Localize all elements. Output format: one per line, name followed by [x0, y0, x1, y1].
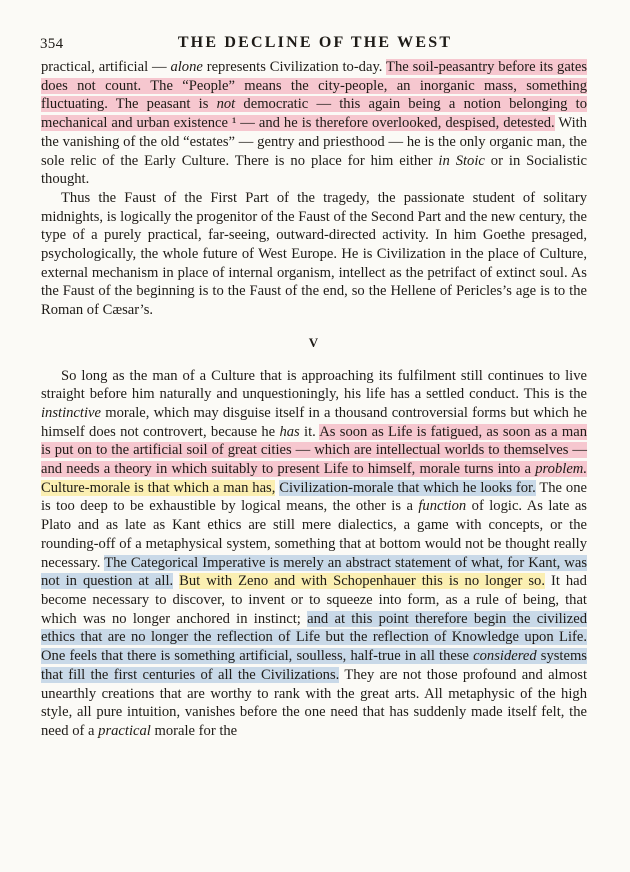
page-header	[40, 34, 590, 56]
text-run: With the vanishing of the old “estates” — gentry and priesthood — he is the only organic man, the sole relic of the Early Culture. There is no place for him either	[41, 115, 587, 169]
running-title: THE DECLINE OF THE WEST	[177, 34, 453, 51]
text-run: practical, artificial —	[41, 59, 171, 75]
italic-run: considered	[473, 648, 537, 665]
paragraph-3	[41, 367, 587, 741]
text-run: morale, which may disguise itself in a thousand controversial forms but which he himself does not controvert, because he	[41, 404, 587, 440]
highlight-text: As soon as Life is fatigued, as soon as a man is put on to the artificial soil of great cities — which are intellectual worlds to themselves — and needs a theory in which suitably to present Life to himself, morale turns into a	[41, 423, 588, 478]
italic-run: in Stoic	[438, 152, 485, 169]
text-run: of logic. As late as Plato and as late as Kant ethics are still mere dialectics, a game with concepts, or the rounding-off of a metaphysical system, something that at bottom would not be thought really necessary.	[41, 498, 587, 571]
italic-run: alone	[170, 59, 203, 75]
italic-run: not	[216, 96, 236, 113]
text-run: it.	[299, 423, 320, 440]
italic-run: instinctive	[41, 404, 101, 421]
highlight-blue[interactable]: Civilization-morale that which he looks for.	[279, 479, 536, 496]
highlight-text: systems that fill the first centuries of all the Civilizations.	[41, 648, 587, 683]
section-number: V	[308, 334, 320, 350]
body-text	[41, 58, 587, 741]
paragraph-1	[41, 58, 587, 189]
highlight-text: and at this point therefore begin the civilized ethics that are no longer the reflection of Life but the reflection of Knowledge upon Life. One feels that there is something artificial, soulless, half-true in all these	[41, 610, 587, 665]
highlight-yellow[interactable]: Culture-morale is that which a man has,	[41, 479, 276, 496]
text-run: represents Civilization to-day.	[202, 59, 387, 75]
highlight-yellow[interactable]: But with Zeno and with Schopenhauer this is no longer so.	[179, 573, 545, 590]
highlight-blue[interactable]: The Categorical Imperative is merely an abstract statement of what, for Kant, was not in question at all.	[41, 554, 587, 590]
text-run: The one is too deep to be exhaustible by logical means, the other is a	[41, 479, 587, 515]
text-run: It had become necessary to discover, to invent or to squeeze into form, as a rule of being, that which was no longer anchored in instinct;	[41, 573, 587, 627]
italic-run: function	[418, 498, 467, 515]
text-run: They are not those profound and almost unearthly creations that are worthy to rank with the great arts. All metaphysic of the high style, all pure intuition, vanishes before the one need that has suddenly made itself felt, the need of a	[41, 666, 587, 739]
italic-run: problem.	[535, 461, 587, 478]
text-run: morale for the	[150, 722, 238, 739]
highlight-text: democratic — this again being a notion belonging to mechanical and urban existence ¹ — and he is therefore overlooked, despised, detested.	[41, 96, 588, 132]
italic-run: practical	[98, 722, 151, 739]
page-number: 354	[40, 36, 64, 52]
highlight-text: The soil-peasantry before its gates does not count. The “People” means the city-people, an inorganic mass, something fluctuating. The peasant is	[41, 59, 588, 113]
text-run: So long as the man of a Culture that is approaching its fulfilment still continues to live straight before him naturally and unquestioningly, his life has a settled conduct. This is the	[41, 367, 587, 403]
italic-run: has	[279, 423, 300, 440]
paragraph-2: Thus the Faust of the First Part of the tragedy, the passionate student of solitary midnights, is logically the progenitor of the Faust of the Second Part and the new century, the type of a purely practical, far-seeing, outward-directed activity. In him Goethe presaged, psychologically, the whole future of West Europe. He is Civilization in the place of Culture, external mechanism in place of internal organism, intellect as the petrifact of extinct soul. As the Faust of the beginning is to the Faust of the end, so the Hellene of Pericles’s age is to the Roman of Cæsar’s.	[41, 189, 587, 319]
text-run: or in Socialistic thought.	[41, 152, 587, 188]
